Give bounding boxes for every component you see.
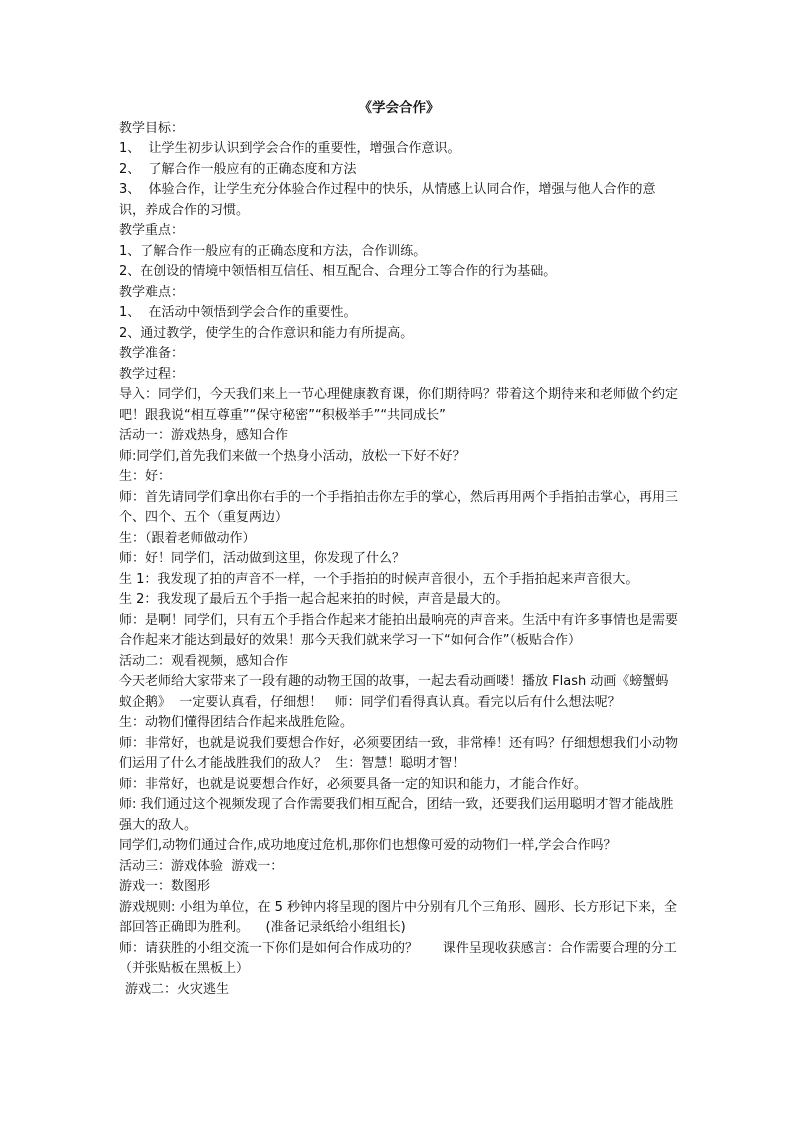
- text-line: 师：首先请同学们拿出你右手的一个手指拍击你左手的掌心，然后再用两个手指拍击掌心，再用三个、四个、五个（重复两边）: [119, 489, 679, 525]
- text-line: 教学准备：: [119, 346, 185, 361]
- text-line: 师：非常好，也就是说我们要想合作好，必须要团结一致，非常棒！还有吗？仔细想想我们小动物们运用了什么才能战胜我们的敌人？ 生：智慧！聪明才智！: [119, 735, 679, 771]
- text-line: 1、 让学生初步认识到学会合作的重要性，增强合作意识。: [119, 141, 461, 156]
- text-line: 师：请获胜的小组交流一下你们是如何合作成功的？ 课件呈现收获感言：合作需要合理的分工（并张贴板在黑板上）: [119, 940, 677, 976]
- document-page: [119, 98, 679, 1000]
- text-line: 游戏二：火灾逃生: [125, 981, 230, 997]
- text-line: 生：（跟着老师做动作）: [119, 530, 256, 546]
- document-title: 《学会合作》: [358, 100, 440, 116]
- text-line: 师：是啊！同学们，只有五个手指合作起来才能拍出最响亮的声音来。生活中有许多事情也是需要合作起来才能达到最好的效果！那今天我们就来学习一下“如何合作”（板贴合作）: [119, 612, 679, 648]
- text-line: 同学们,动物们通过合作,成功地度过危机,那你们也想像可爱的动物们一样,学会合作吗？: [119, 838, 617, 853]
- text-line: 教学重点：: [119, 223, 185, 238]
- text-line: 今天老师给大家带来了一段有趣的动物王国的故事，一起去看动画喽！播放 Flash 动画《螃蟹蚂蚁企鹅》 一定要认真看，仔细想！ 师：同学们看得真认真。看完以后有什么想法呢？: [119, 674, 669, 710]
- text-line: 3、 体验合作，让学生充分体验合作过程中的快乐，从情感上认同合作，增强与他人合作的意识，养成合作的习惯。: [119, 182, 656, 218]
- text-line: 活动一：游戏热身，感知合作: [119, 428, 289, 443]
- text-line: 活动二：观看视频，感知合作: [119, 653, 289, 669]
- text-line: 教学过程：: [119, 366, 185, 382]
- text-line: 生：动物们懂得团结合作起来战胜危险。: [119, 715, 354, 730]
- text-line: 师：非常好，也就是说要想合作好，必须要具备一定的知识和能力，才能合作好。: [119, 776, 588, 792]
- text-line: 2、在创设的情境中领悟相互信任、相互配合、合理分工等合作的行为基础。: [119, 264, 557, 279]
- text-line: 师：好！同学们，活动做到这里，你发现了什么？: [119, 551, 406, 566]
- text-line: 1、 在活动中领悟到学会合作的重要性。: [119, 305, 357, 320]
- text-line: 师:同学们,首先我们来做一个热身小活动，放松一下好不好？: [119, 448, 466, 464]
- text-line: 教学目标：: [119, 120, 185, 136]
- text-line: 生 2：我发现了最后五个手指一起合起来拍的时候，声音是最大的。: [119, 592, 509, 607]
- text-line: 游戏规则: 小组为单位，在 5 秒钟内将呈现的图片中分别有几个三角形、圆形、长方形记下来，全部回答正确即为胜利。 (准备记录纸给小组组长): [119, 899, 678, 935]
- text-line: 1、了解合作一般应有的正确态度和方法，合作训练。: [119, 243, 427, 259]
- text-line: 2、 了解合作一般应有的正确态度和方法: [119, 161, 357, 177]
- text-line: 生：好：: [119, 469, 172, 484]
- text-line: 游戏一：数图形: [119, 879, 211, 894]
- text-line: 教学难点：: [119, 284, 185, 300]
- text-line: 活动三：游戏体验 游戏一：: [119, 858, 284, 874]
- text-line: 2、通过教学，使学生的合作意识和能力有所提高。: [119, 325, 414, 341]
- text-line: 师: 我们通过这个视频发现了合作需要我们相互配合，团结一致，还要我们运用聪明才智才能战胜强大的敌人。: [119, 797, 674, 833]
- text-line: 生 1：我发现了拍的声音不一样，一个手指拍的时候声音很小，五个手指拍起来声音很大。: [119, 571, 639, 587]
- text-line: 导入：同学们，今天我们来上一节心理健康教育课，你们期待吗？带着这个期待来和老师做个约定吧！跟我说“相互尊重”“保守秘密”“积极举手”“共同成长”: [119, 387, 679, 423]
